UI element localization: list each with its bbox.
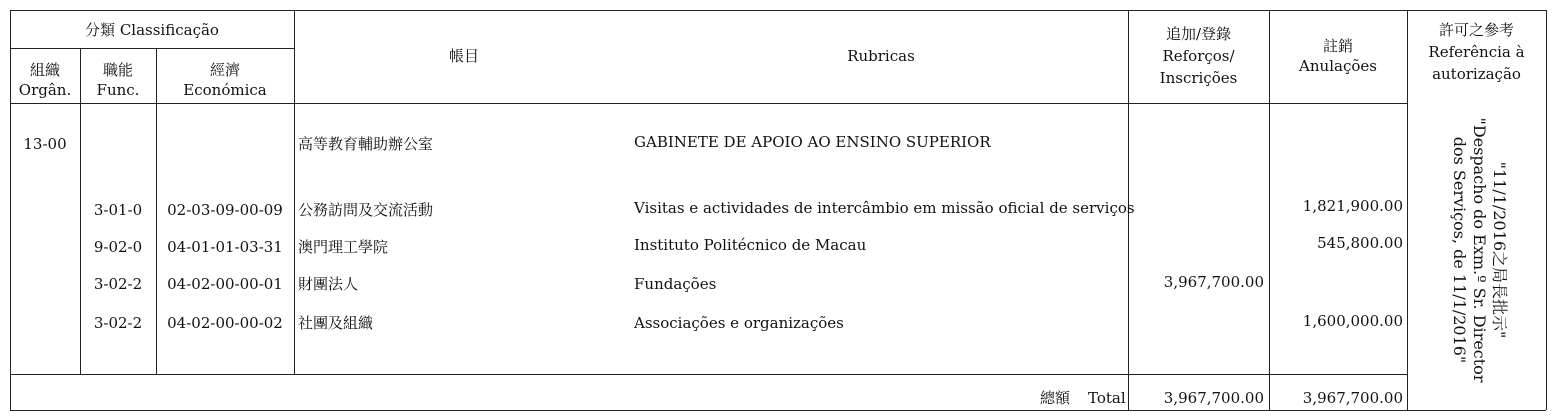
total-top-line [10,374,1407,375]
header-reforcos-pt1: Reforços/ [1162,47,1235,65]
header-anulacoes-pt: Anulações [1299,57,1377,75]
table-row-anulacoes: 1,600,000.00 [1302,312,1403,330]
header-anulacoes-zh: 註銷 [1322,37,1353,55]
table-row-anulacoes: 1,821,900.00 [1302,197,1403,215]
total-anulacoes: 3,967,700.00 [1302,389,1403,407]
border-right [1546,10,1547,410]
table-row-func: 3-02-2 [93,314,143,332]
section-title-pt: GABINETE DE APOIO AO ENSINO SUPERIOR [634,133,991,151]
header-referencia-zh: 許可之參考 [1438,21,1514,39]
table-row-portuguese: Visitas e actividades de intercâmbio em missão oficial de serviços [634,199,1135,217]
header-subdivider [10,48,294,49]
header-econ-zh: 經濟 [209,61,240,79]
section-title-zh: 高等教育輔助辦公室 [298,135,434,153]
table-row-func: 3-02-2 [93,275,143,293]
total-label-pt: Total [1088,389,1126,407]
header-func-zh: 職能 [102,61,133,79]
authorization-line-1: "11/1/2016之局長批示" [1490,161,1509,339]
total-reforcos: 3,967,700.00 [1163,389,1264,407]
table-row-func: 9-02-0 [93,238,143,256]
header-referencia-pt2: autorização [1432,65,1521,83]
header-referencia-pt1: Referência à [1428,43,1525,61]
table-row-reforcos: 3,967,700.00 [1163,273,1264,291]
table-row-chinese: 澳門理工學院 [298,238,389,256]
header-rubricas: Rubricas [847,47,915,65]
authorization-line-2: "Despacho do Exm.º Sr. Director [1470,117,1489,383]
table-row-portuguese: Instituto Politécnico de Macau [634,236,867,254]
header-func-pt: Func. [96,81,140,99]
header-organ-pt: Orgân. [18,81,72,99]
table-row-chinese: 社團及組織 [298,314,374,332]
table-row-econ: 02-03-09-00-09 [167,201,283,219]
header-classificacao: 分類 Classificação [85,21,219,39]
border-top [10,10,1546,11]
header-reforcos-zh: 追加/登錄 [1165,25,1232,43]
header-econ-pt: Económica [183,81,267,99]
table-row-anulacoes: 545,800.00 [1317,234,1403,252]
table-row-portuguese: Associações e organizações [634,314,844,332]
header-zhang-mu: 帳目 [448,47,479,65]
table-row-chinese: 公務訪問及交流活動 [298,201,434,219]
table-row-econ: 04-02-00-00-02 [167,314,283,332]
organ-code: 13-00 [23,135,67,153]
table-row-chinese: 財團法人 [298,275,359,293]
header-reforcos-pt2: Inscrições [1159,69,1238,87]
border-bottom [10,410,1546,411]
table-row-func: 3-01-0 [93,201,143,219]
authorization-reference [1449,118,1509,383]
header-bottom-line [10,103,1407,104]
table-row-econ: 04-02-00-00-01 [167,275,283,293]
authorization-line-3: dos Serviços, de 11/1/2016" [1450,136,1469,364]
table-row-econ: 04-01-01-03-31 [167,238,283,256]
header-organ-zh: 組織 [29,61,60,79]
table-row-portuguese: Fundações [634,275,717,293]
total-label-zh: 總額 [1040,389,1071,407]
